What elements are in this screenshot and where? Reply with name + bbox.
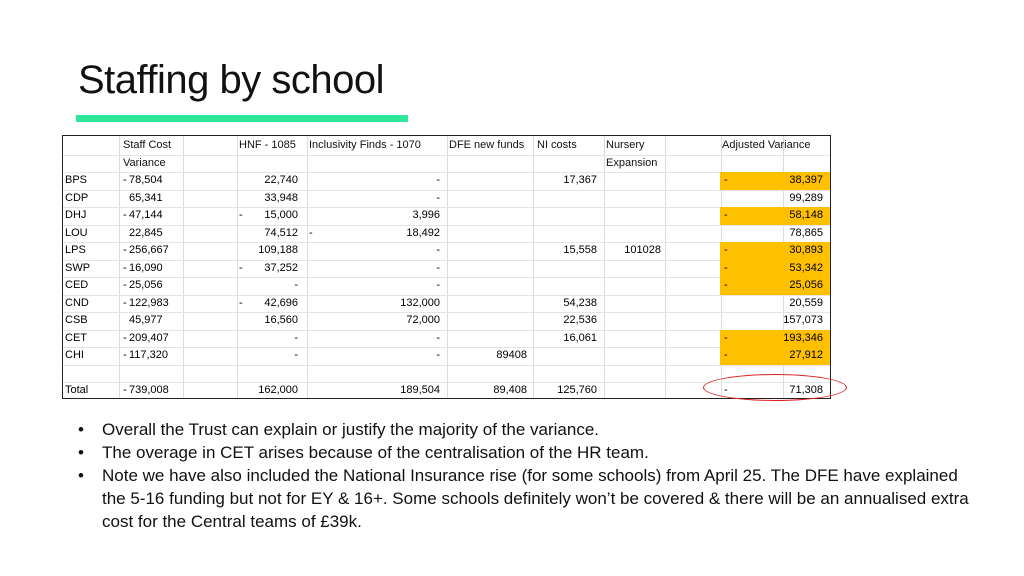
hnf-value: - (294, 331, 298, 344)
staff-cost-variance: 45,977 (129, 314, 163, 326)
grid-line (63, 365, 830, 366)
negative-sign: - (724, 349, 728, 361)
total-label: Total (65, 384, 89, 396)
bullet-text: Note we have also included the National Insurance rise (for some schools) from April 25. The DFE have explained the 5-16 funding but not for EY & 16+. Some schools definitely won’t be covered & there will be an annualised extra cost for the Central teams of £39k. (102, 466, 969, 531)
inclusivity-value: - (436, 349, 440, 361)
grid-line (63, 277, 830, 278)
hnf-value: 42,696 (264, 296, 298, 309)
negative-sign: - (123, 261, 127, 274)
negative-sign: - (724, 261, 728, 274)
negative-sign: - (309, 226, 313, 239)
hnf-value: 37,252 (264, 261, 298, 274)
negative-sign: - (123, 244, 127, 256)
title-underline (76, 115, 408, 122)
adjusted-variance-value: 38,397 (789, 174, 823, 186)
negative-sign: - (123, 349, 127, 361)
header-ni-costs: NI costs (537, 139, 577, 151)
negative-sign: - (724, 209, 728, 221)
school-code: LOU (65, 226, 88, 239)
inclusivity-value: - (436, 279, 440, 291)
negative-sign: - (239, 209, 243, 221)
negative-sign: - (724, 279, 728, 291)
school-code: SWP (65, 261, 91, 274)
negative-sign: - (724, 384, 728, 396)
adjusted-variance-value: 78,865 (789, 226, 823, 239)
adjusted-variance-value: 58,148 (789, 209, 823, 221)
negative-sign: - (724, 244, 728, 256)
negative-sign: - (123, 209, 127, 221)
total-dfe: 89,408 (493, 384, 527, 396)
adjusted-variance-value: 30,893 (789, 244, 823, 256)
ni-value: 54,238 (563, 296, 597, 309)
negative-sign: - (724, 331, 728, 344)
inclusivity-value: - (436, 244, 440, 256)
negative-sign: - (123, 279, 127, 291)
staff-cost-variance: 22,845 (129, 226, 163, 239)
grid-line (63, 330, 830, 331)
hnf-value: 15,000 (264, 209, 298, 221)
grid-line (307, 136, 308, 398)
staff-cost-variance: 122,983 (129, 296, 169, 309)
adjusted-variance-value: 99,289 (789, 191, 823, 204)
school-code: CND (65, 296, 89, 309)
adjusted-variance-value: 27,912 (789, 349, 823, 361)
inclusivity-value: 72,000 (406, 314, 440, 326)
grid-line (63, 207, 830, 208)
header-hnf: HNF - 1085 (239, 139, 296, 151)
school-code: BPS (65, 174, 88, 186)
staff-cost-variance: 209,407 (129, 331, 169, 344)
header-variance: Variance (123, 156, 166, 169)
header-nursery: Nursery (606, 139, 645, 151)
school-code: CET (65, 331, 87, 344)
nursery-value: 101028 (624, 244, 661, 256)
staff-cost-variance: 47,144 (129, 209, 163, 221)
inclusivity-value: - (436, 261, 440, 274)
hnf-value: 22,740 (264, 174, 298, 186)
inclusivity-value: - (436, 331, 440, 344)
grid-line (63, 242, 830, 243)
ni-value: 17,367 (563, 174, 597, 186)
bullet-item (78, 464, 978, 533)
staff-cost-variance: 256,667 (129, 244, 169, 256)
grid-line (237, 136, 238, 398)
adjusted-variance-value: 157,073 (783, 314, 823, 326)
staff-cost-variance: 65,341 (129, 191, 163, 204)
school-code: CED (65, 279, 89, 291)
bullet-list (78, 418, 978, 533)
inclusivity-value: 3,996 (412, 209, 440, 221)
grid-line (63, 260, 830, 261)
header-expansion: Expansion (606, 156, 658, 169)
inclusivity-value: 132,000 (400, 296, 440, 309)
negative-sign: - (724, 174, 728, 186)
grid-line (533, 136, 534, 398)
inclusivity-value: 18,492 (406, 226, 440, 239)
hnf-value: 33,948 (264, 191, 298, 204)
hnf-value: - (294, 349, 298, 361)
total-inclusivity: 189,504 (400, 384, 440, 396)
adjusted-variance-value: 193,346 (783, 331, 823, 344)
grid-line (665, 136, 666, 398)
total-hnf: 162,000 (258, 384, 298, 396)
header-staff-cost: Staff Cost (123, 139, 172, 151)
bullet-text: Overall the Trust can explain or justify the majority of the variance. (102, 420, 600, 439)
school-code: CHI (65, 349, 84, 361)
school-code: CDP (65, 191, 89, 204)
adjusted-variance-value: 53,342 (789, 261, 823, 274)
bullet-dot-icon: • (78, 466, 84, 485)
staff-cost-variance: 16,090 (129, 261, 163, 274)
header-adjusted-variance: Adjusted Variance (722, 139, 811, 151)
adjusted-variance-value: 25,056 (789, 279, 823, 291)
dfe-value: 89408 (496, 349, 527, 361)
staffing-table (62, 135, 831, 399)
grid-line (604, 136, 605, 398)
ni-value: 16,061 (563, 331, 597, 344)
header-dfe-new-funds: DFE new funds (449, 139, 525, 151)
hnf-value: - (294, 279, 298, 291)
header-inclusivity: Inclusivity Finds - 1070 (309, 139, 421, 151)
ni-value: 15,558 (563, 244, 597, 256)
staff-cost-variance: 25,056 (129, 279, 163, 291)
grid-line (119, 136, 120, 398)
total-adjusted-variance: 71,308 (789, 384, 823, 396)
page-title: Staffing by school (78, 58, 385, 102)
grid-line (63, 295, 830, 296)
school-code: DHJ (65, 209, 87, 221)
total-highlight-oval (703, 374, 847, 401)
school-code: CSB (65, 314, 88, 326)
negative-sign: - (239, 296, 243, 309)
grid-line (183, 136, 184, 398)
total-ni: 125,760 (557, 384, 597, 396)
total-staff-cost-variance: 739,008 (129, 384, 169, 396)
hnf-value: 16,560 (264, 314, 298, 326)
negative-sign: - (123, 331, 127, 344)
bullet-item (78, 441, 978, 464)
bullet-text: The overage in CET arises because of the centralisation of the HR team. (102, 443, 649, 462)
school-code: LPS (65, 244, 86, 256)
grid-line (63, 172, 830, 173)
bullet-dot-icon: • (78, 420, 84, 439)
bullet-item (78, 418, 978, 441)
grid-line (63, 190, 830, 191)
negative-sign: - (239, 261, 243, 274)
grid-line (63, 347, 830, 348)
bullet-dot-icon: • (78, 443, 84, 462)
negative-sign: - (123, 174, 127, 186)
negative-sign: - (123, 296, 127, 309)
adjusted-variance-value: 20,559 (789, 296, 823, 309)
hnf-value: 109,188 (258, 244, 298, 256)
inclusivity-value: - (436, 191, 440, 204)
ni-value: 22,536 (563, 314, 597, 326)
inclusivity-value: - (436, 174, 440, 186)
negative-sign: - (123, 384, 127, 396)
grid-line (447, 136, 448, 398)
staff-cost-variance: 117,320 (129, 349, 168, 361)
grid-line (63, 312, 830, 313)
hnf-value: 74,512 (264, 226, 298, 239)
staff-cost-variance: 78,504 (129, 174, 163, 186)
grid-line (63, 225, 830, 226)
